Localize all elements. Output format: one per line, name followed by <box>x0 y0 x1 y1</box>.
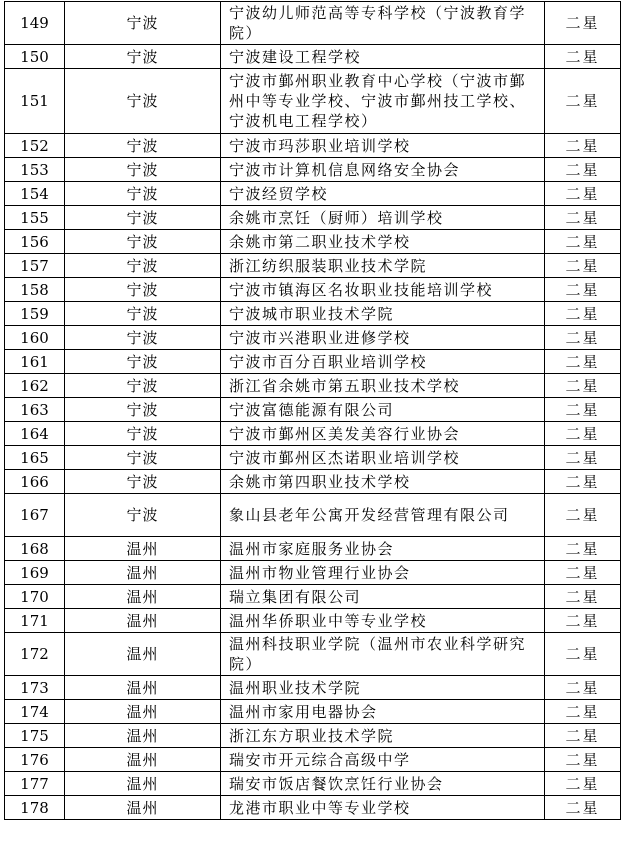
row-number: 162 <box>5 374 65 398</box>
city-cell: 温州 <box>65 561 221 585</box>
table-row <box>5 2 621 45</box>
table-row <box>5 350 621 374</box>
organization-name: 宁波市镇海区名妆职业技能培训学校 <box>221 278 545 302</box>
organization-name: 宁波市鄞州区美发美容行业协会 <box>221 422 545 446</box>
star-level: 二星 <box>545 585 621 609</box>
organization-name: 象山县老年公寓开发经营管理有限公司 <box>221 494 545 537</box>
organization-name: 宁波富德能源有限公司 <box>221 398 545 422</box>
table-row <box>5 494 621 537</box>
star-level: 二星 <box>545 561 621 585</box>
city-cell: 宁波 <box>65 326 221 350</box>
row-number: 160 <box>5 326 65 350</box>
row-number: 176 <box>5 748 65 772</box>
organization-name: 浙江省余姚市第五职业技术学校 <box>221 374 545 398</box>
city-cell: 温州 <box>65 796 221 820</box>
table-row <box>5 470 621 494</box>
organization-name: 宁波城市职业技术学院 <box>221 302 545 326</box>
table-row <box>5 537 621 561</box>
table-row <box>5 326 621 350</box>
organization-name: 余姚市第二职业技术学校 <box>221 230 545 254</box>
row-number: 163 <box>5 398 65 422</box>
star-level: 二星 <box>545 326 621 350</box>
table-row <box>5 45 621 69</box>
row-number: 175 <box>5 724 65 748</box>
organization-name: 温州职业技术学院 <box>221 676 545 700</box>
star-level: 二星 <box>545 230 621 254</box>
organization-name: 宁波建设工程学校 <box>221 45 545 69</box>
city-cell: 温州 <box>65 633 221 676</box>
row-number: 150 <box>5 45 65 69</box>
city-cell: 温州 <box>65 537 221 561</box>
city-cell: 宁波 <box>65 422 221 446</box>
star-level: 二星 <box>545 278 621 302</box>
star-level: 二星 <box>545 182 621 206</box>
city-cell: 宁波 <box>65 398 221 422</box>
row-number: 169 <box>5 561 65 585</box>
star-level: 二星 <box>545 422 621 446</box>
organization-name: 温州华侨职业中等专业学校 <box>221 609 545 633</box>
row-number: 157 <box>5 254 65 278</box>
organization-name: 宁波市鄞州职业教育中心学校（宁波市鄞州中等专业学校、宁波市鄞州技工学校、宁波机电工程学校） <box>221 69 545 134</box>
city-cell: 宁波 <box>65 45 221 69</box>
city-cell: 温州 <box>65 585 221 609</box>
star-level: 二星 <box>545 470 621 494</box>
row-number: 172 <box>5 633 65 676</box>
star-level: 二星 <box>545 158 621 182</box>
table-row <box>5 278 621 302</box>
table-row <box>5 772 621 796</box>
row-number: 161 <box>5 350 65 374</box>
city-cell: 宁波 <box>65 206 221 230</box>
star-level: 二星 <box>545 676 621 700</box>
organization-name: 余姚市第四职业技术学校 <box>221 470 545 494</box>
table-row <box>5 422 621 446</box>
organization-table <box>4 1 621 820</box>
row-number: 173 <box>5 676 65 700</box>
table-row <box>5 609 621 633</box>
table-row <box>5 374 621 398</box>
organization-name: 宁波市鄞州区杰诺职业培训学校 <box>221 446 545 470</box>
city-cell: 宁波 <box>65 134 221 158</box>
table-row <box>5 254 621 278</box>
row-number: 165 <box>5 446 65 470</box>
table-body <box>5 2 621 820</box>
star-level: 二星 <box>545 724 621 748</box>
organization-name: 宁波市计算机信息网络安全协会 <box>221 158 545 182</box>
organization-name: 浙江东方职业技术学院 <box>221 724 545 748</box>
table-row <box>5 398 621 422</box>
table-row <box>5 302 621 326</box>
row-number: 152 <box>5 134 65 158</box>
row-number: 174 <box>5 700 65 724</box>
row-number: 151 <box>5 69 65 134</box>
city-cell: 宁波 <box>65 230 221 254</box>
city-cell: 宁波 <box>65 350 221 374</box>
row-number: 167 <box>5 494 65 537</box>
organization-name: 瑞安市饭店餐饮烹饪行业协会 <box>221 772 545 796</box>
city-cell: 宁波 <box>65 446 221 470</box>
organization-name: 宁波市百分百职业培训学校 <box>221 350 545 374</box>
table-row <box>5 676 621 700</box>
star-level: 二星 <box>545 374 621 398</box>
star-level: 二星 <box>545 206 621 230</box>
organization-name: 温州市家庭服务业协会 <box>221 537 545 561</box>
city-cell: 宁波 <box>65 470 221 494</box>
row-number: 149 <box>5 2 65 45</box>
row-number: 159 <box>5 302 65 326</box>
organization-name: 温州市物业管理行业协会 <box>221 561 545 585</box>
row-number: 177 <box>5 772 65 796</box>
row-number: 164 <box>5 422 65 446</box>
star-level: 二星 <box>545 302 621 326</box>
table-row <box>5 134 621 158</box>
table-row <box>5 796 621 820</box>
table-row <box>5 69 621 134</box>
organization-name: 瑞安市开元综合高级中学 <box>221 748 545 772</box>
star-level: 二星 <box>545 633 621 676</box>
organization-name: 余姚市烹饪（厨师）培训学校 <box>221 206 545 230</box>
city-cell: 宁波 <box>65 158 221 182</box>
row-number: 154 <box>5 182 65 206</box>
organization-name: 宁波市兴港职业进修学校 <box>221 326 545 350</box>
star-level: 二星 <box>545 796 621 820</box>
city-cell: 宁波 <box>65 302 221 326</box>
row-number: 170 <box>5 585 65 609</box>
star-level: 二星 <box>545 494 621 537</box>
table-row <box>5 230 621 254</box>
organization-name: 宁波经贸学校 <box>221 182 545 206</box>
star-level: 二星 <box>545 254 621 278</box>
table-row <box>5 158 621 182</box>
star-level: 二星 <box>545 134 621 158</box>
row-number: 158 <box>5 278 65 302</box>
city-cell: 宁波 <box>65 374 221 398</box>
city-cell: 温州 <box>65 609 221 633</box>
city-cell: 温州 <box>65 700 221 724</box>
table-row <box>5 633 621 676</box>
table-row <box>5 446 621 470</box>
star-level: 二星 <box>545 398 621 422</box>
star-level: 二星 <box>545 748 621 772</box>
organization-name: 温州市家用电器协会 <box>221 700 545 724</box>
star-level: 二星 <box>545 350 621 374</box>
row-number: 155 <box>5 206 65 230</box>
organization-name: 温州科技职业学院（温州市农业科学研究院） <box>221 633 545 676</box>
city-cell: 温州 <box>65 772 221 796</box>
row-number: 178 <box>5 796 65 820</box>
star-level: 二星 <box>545 537 621 561</box>
star-level: 二星 <box>545 2 621 45</box>
table-row <box>5 724 621 748</box>
table-row <box>5 206 621 230</box>
city-cell: 宁波 <box>65 182 221 206</box>
organization-name: 浙江纺织服装职业技术学院 <box>221 254 545 278</box>
star-level: 二星 <box>545 69 621 134</box>
organization-name: 宁波市玛莎职业培训学校 <box>221 134 545 158</box>
star-level: 二星 <box>545 45 621 69</box>
table-row <box>5 700 621 724</box>
city-cell: 宁波 <box>65 278 221 302</box>
city-cell: 温州 <box>65 724 221 748</box>
city-cell: 宁波 <box>65 254 221 278</box>
organization-name: 龙港市职业中等专业学校 <box>221 796 545 820</box>
table-row <box>5 182 621 206</box>
table-row <box>5 748 621 772</box>
star-level: 二星 <box>545 446 621 470</box>
city-cell: 温州 <box>65 676 221 700</box>
row-number: 171 <box>5 609 65 633</box>
star-level: 二星 <box>545 609 621 633</box>
city-cell: 温州 <box>65 748 221 772</box>
city-cell: 宁波 <box>65 494 221 537</box>
organization-name: 宁波幼儿师范高等专科学校（宁波教育学院） <box>221 2 545 45</box>
city-cell: 宁波 <box>65 2 221 45</box>
star-level: 二星 <box>545 700 621 724</box>
table-row <box>5 585 621 609</box>
star-level: 二星 <box>545 772 621 796</box>
organization-name: 瑞立集团有限公司 <box>221 585 545 609</box>
row-number: 156 <box>5 230 65 254</box>
row-number: 166 <box>5 470 65 494</box>
row-number: 168 <box>5 537 65 561</box>
row-number: 153 <box>5 158 65 182</box>
table-row <box>5 561 621 585</box>
city-cell: 宁波 <box>65 69 221 134</box>
